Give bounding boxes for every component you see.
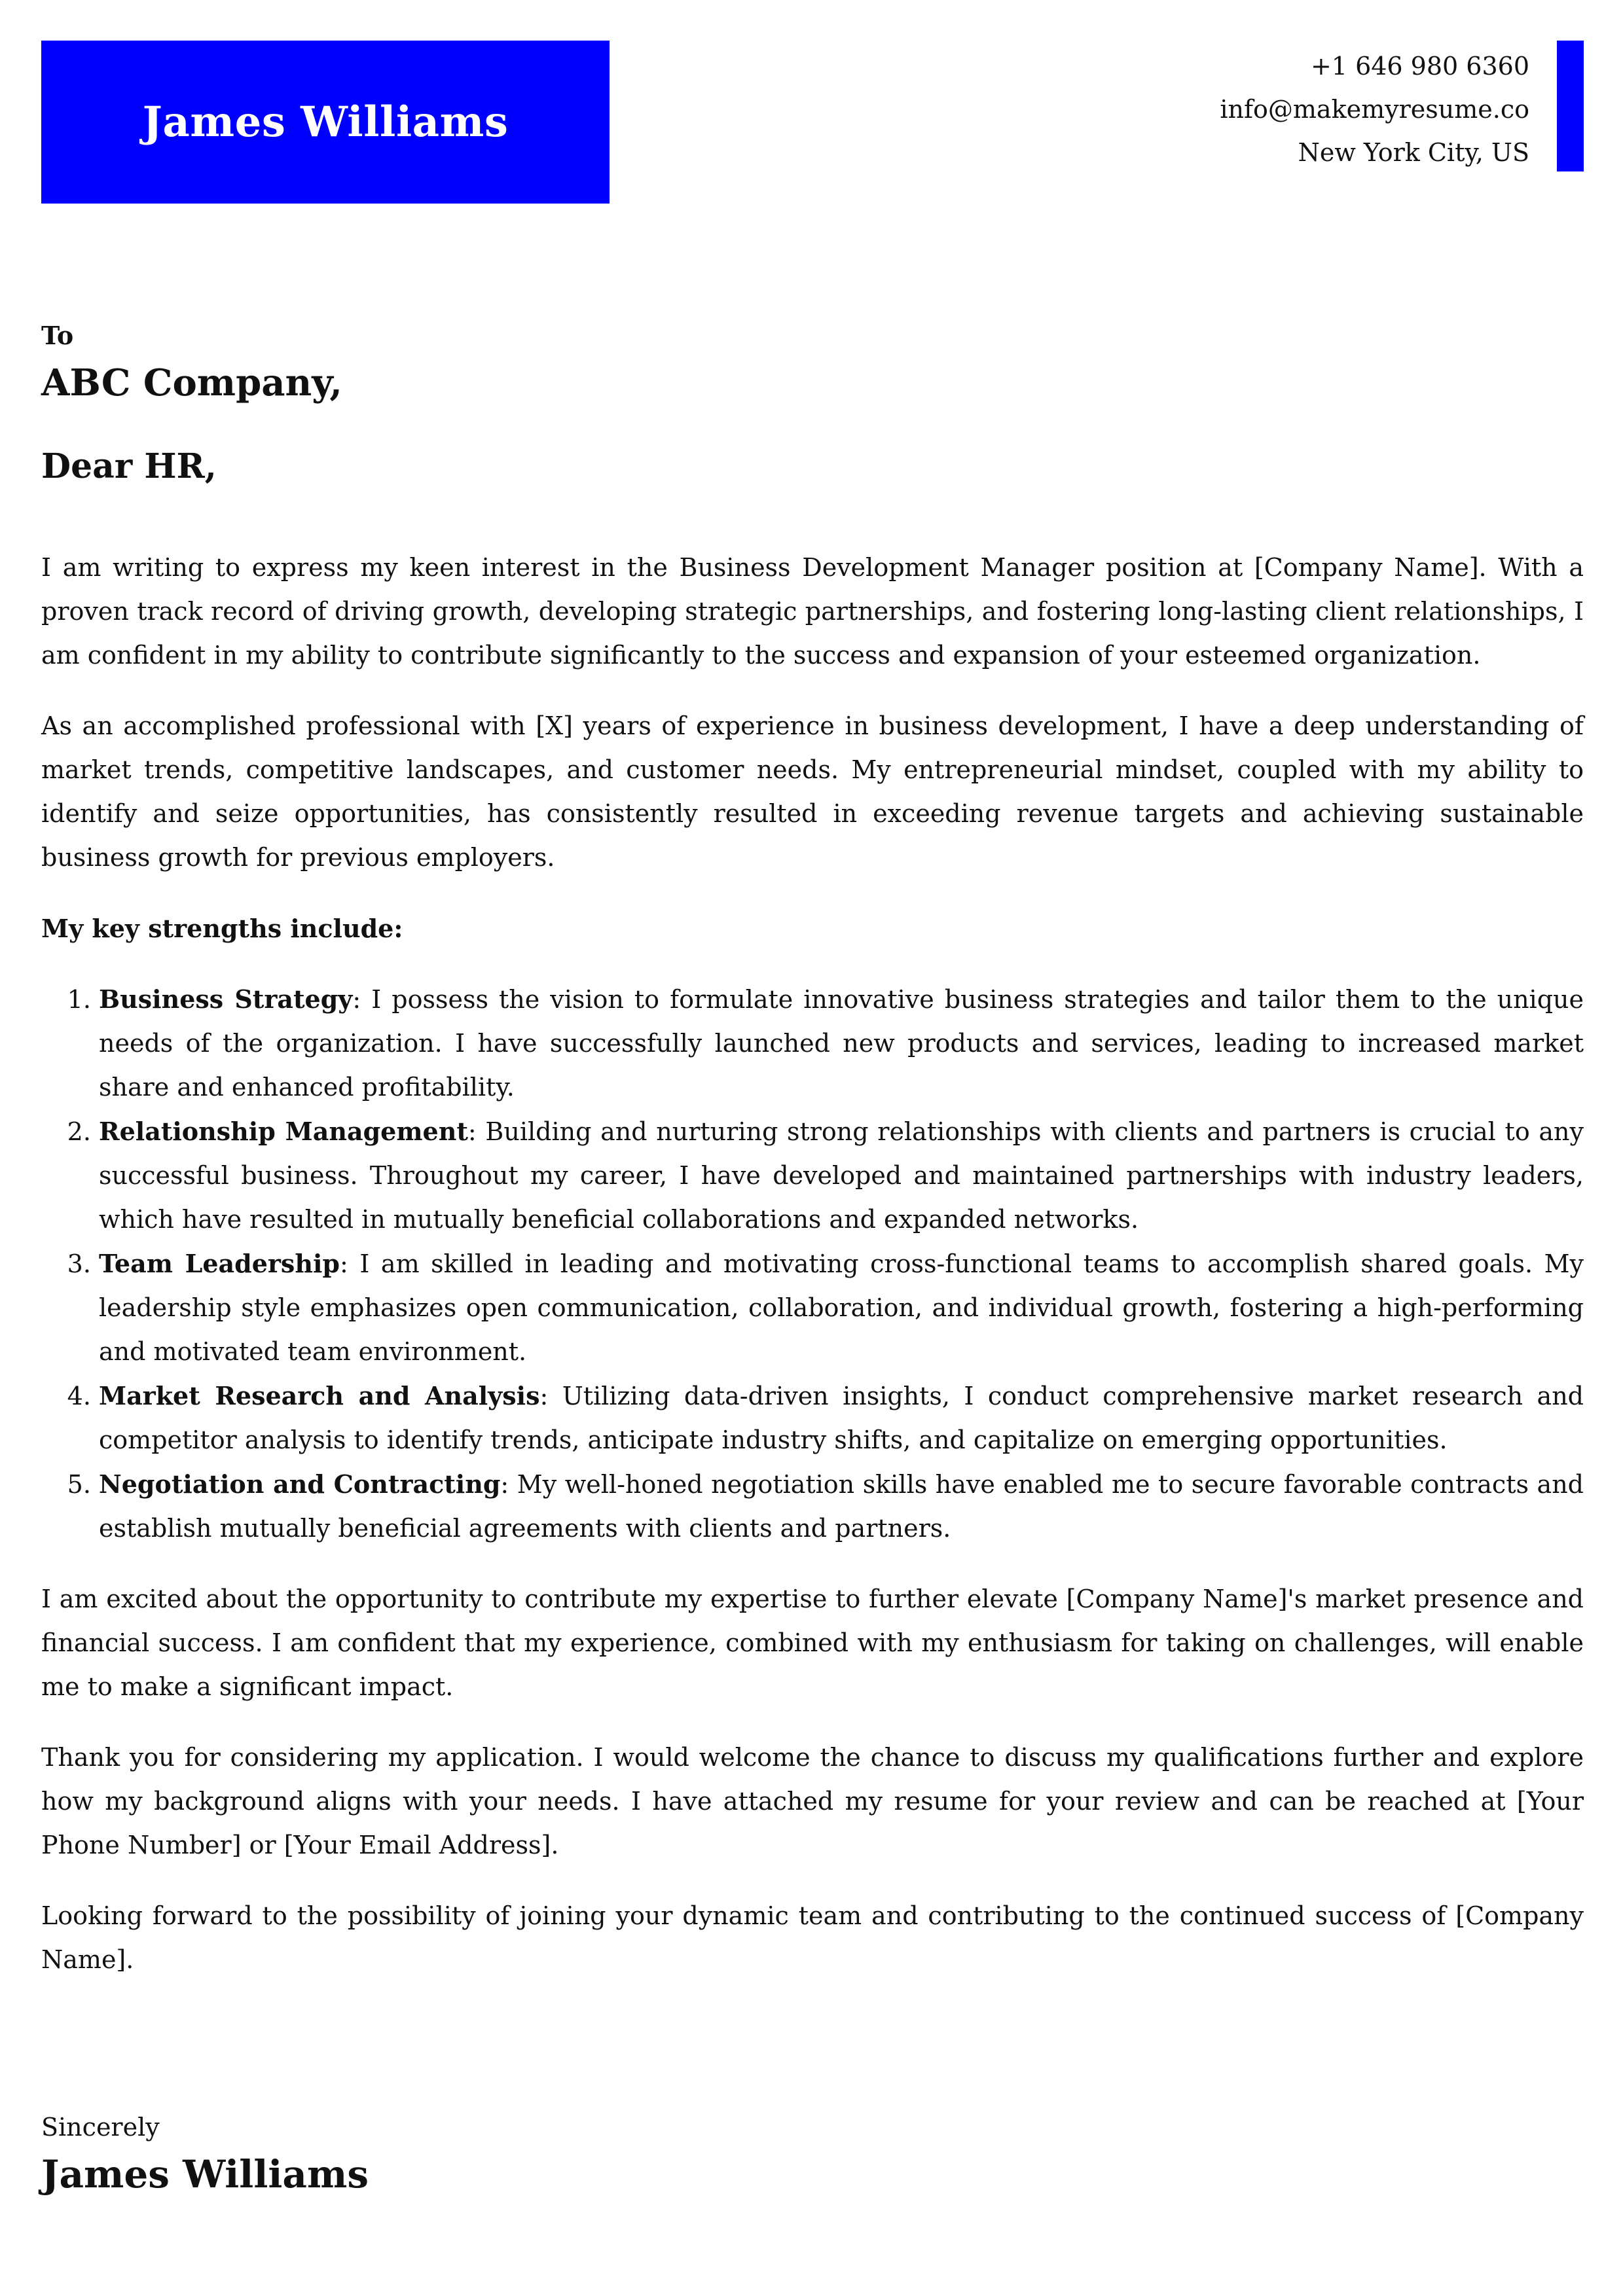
list-item xyxy=(99,1242,1584,1374)
email-address: info@makemyresume.co xyxy=(1220,95,1529,124)
intro-paragraph: I am writing to express my keen interest in the Business Development Manager position at [Company Name]. With a proven track record of driving growth, developing strategic partnerships, and fostering long-lasting client relationships, I am confident in my ability to contribute significantly to the success and expansion of your esteemed organization. xyxy=(41,553,1584,670)
strength-text: : I possess the vision to formulate innovative business strategies and tailor them to the unique needs of the organization. I have successfully launched new products and services, leading to increased market share and enhanced profitability. xyxy=(99,985,1584,1102)
signature-name: James Williams xyxy=(41,2152,369,2197)
strengths-heading: My key strengths include: xyxy=(41,914,403,943)
header-name-banner xyxy=(41,41,610,204)
list-item xyxy=(99,1374,1584,1462)
closing: Sincerely xyxy=(41,2113,160,2142)
strength-title: Negotiation and Contracting xyxy=(99,1469,501,1499)
excited-paragraph: I am excited about the opportunity to contribute my expertise to further elevate [Company Name]'s market presence and financial success. I am confident that my experience, combined with my enthusiasm for taking on challenges, will enable me to make a significant impact. xyxy=(41,1585,1584,1701)
strength-title: Business Strategy xyxy=(99,984,353,1014)
thanks-paragraph: Thank you for considering my application. I would welcome the chance to discuss my qualifications further and explore how my background aligns with your needs. I have attached my resume for your review and can be reached at [Your Phone Number] or [Your Email Address]. xyxy=(41,1743,1584,1859)
strength-title: Team Leadership xyxy=(99,1249,340,1278)
experience-paragraph: As an accomplished professional with [X] years of experience in business development, I have a deep understanding of market trends, competitive landscapes, and customer needs. My entrepreneurial mindset, coupled with my ability to identify and seize opportunities, has consistently resulted in exceeding revenue targets and achieving sustainable business growth for previous employers. xyxy=(41,711,1584,872)
contact-info xyxy=(1220,45,1529,174)
strength-text: : My well-honed negotiation skills have enabled me to secure favorable contracts and establish mutually beneficial agreements with clients and partners. xyxy=(99,1470,1584,1543)
strength-title: Relationship Management xyxy=(99,1117,468,1146)
strength-title: Market Research and Analysis xyxy=(99,1381,540,1410)
recipient-company: ABC Company, xyxy=(41,361,342,404)
list-item xyxy=(99,1109,1584,1242)
strength-text: : Utilizing data-driven insights, I conduct comprehensive market research and competitor analysis to identify trends, anticipate industry shifts, and capitalize on emerging opportunities. xyxy=(99,1382,1584,1454)
strength-text: : I am skilled in leading and motivating cross-functional teams to accomplish shared goals. My leadership style emphasizes open communication, collaboration, and individual growth, fostering a high-performing and motivated team environment. xyxy=(99,1249,1584,1366)
to-label: To xyxy=(41,321,74,350)
letter-body xyxy=(41,546,1584,2009)
strengths-list xyxy=(41,977,1584,1551)
looking-forward-paragraph: Looking forward to the possibility of joining your dynamic team and contributing to the continued success of [Company Name]. xyxy=(41,1901,1584,1974)
strength-text: : Building and nurturing strong relationships with clients and partners is crucial to any successful business. Throughout my career, I have developed and maintained partnerships with industry leaders, which have resulted in mutually beneficial collaborations and expanded networks. xyxy=(99,1117,1584,1234)
location: New York City, US xyxy=(1298,138,1529,167)
salutation: Dear HR, xyxy=(41,446,217,486)
list-item xyxy=(99,1462,1584,1551)
phone-number: +1 646 980 6360 xyxy=(1310,52,1529,81)
applicant-name: James Williams xyxy=(142,98,509,147)
list-item xyxy=(99,977,1584,1109)
accent-bar xyxy=(1557,41,1584,171)
